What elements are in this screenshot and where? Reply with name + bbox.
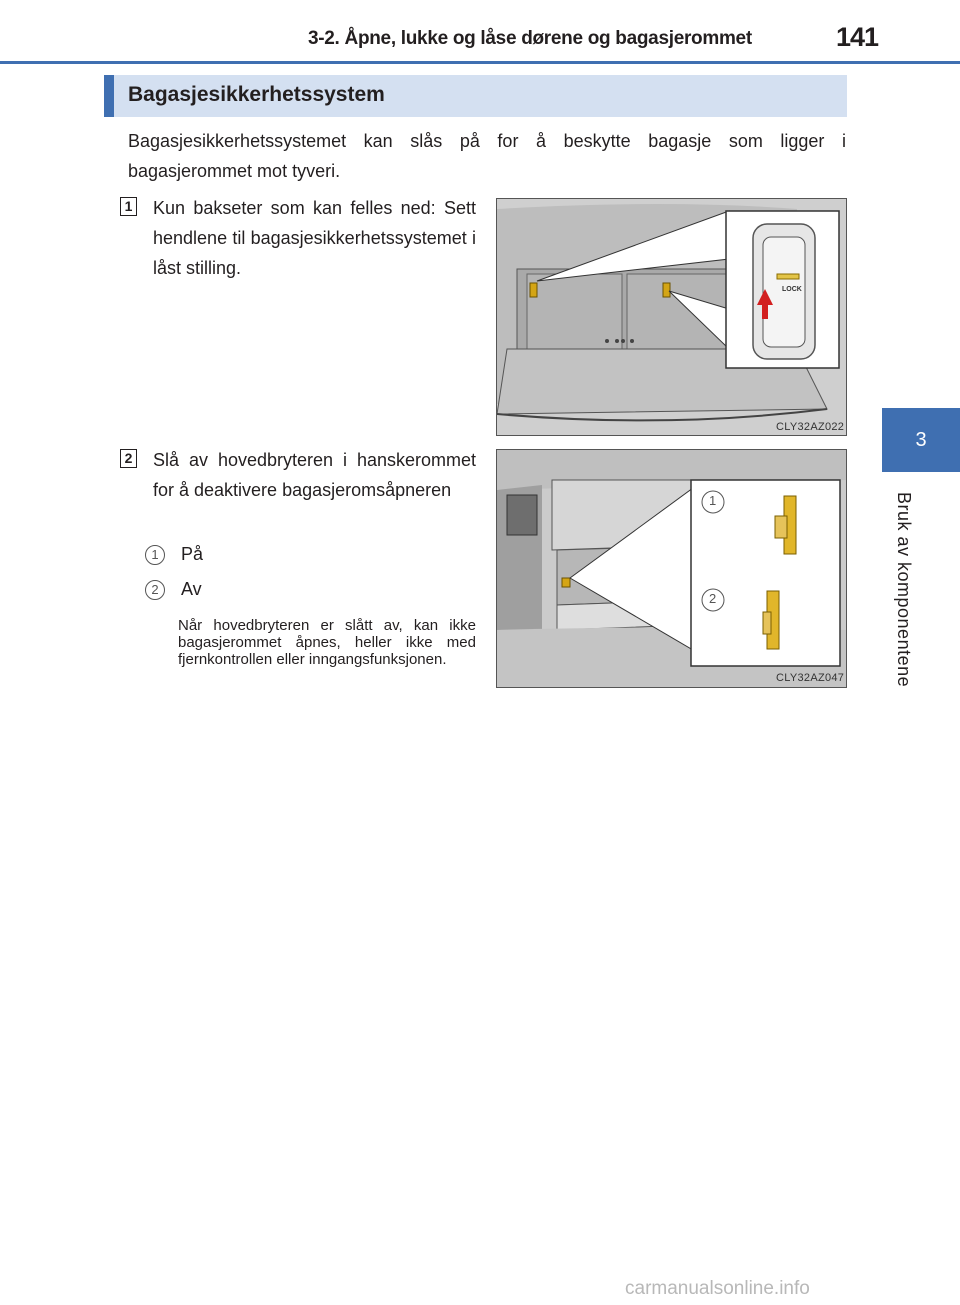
trunk-illustration (497, 199, 847, 436)
step-number-2: 2 (120, 449, 137, 468)
step-number-1: 1 (120, 197, 137, 216)
glovebox-illustration (497, 450, 847, 688)
header-rule (0, 61, 960, 64)
chapter-title: Bruk av komponentene (894, 492, 914, 688)
item-label-on: På (181, 544, 204, 564)
item-label-off: Av (181, 579, 202, 599)
heading-accent-bar (104, 75, 114, 117)
item-number-2: 2 (145, 580, 165, 600)
item-number-1: 1 (145, 545, 165, 565)
section-heading (104, 75, 847, 117)
chapter-tab: 3 (882, 408, 960, 472)
figure-code-1: CLY32AZ022 (776, 421, 845, 433)
trunk-figure (496, 198, 847, 436)
callout-2: 2 (709, 591, 717, 606)
glovebox-figure (496, 449, 847, 688)
step-1-text: Kun bakseter som kan felles ned: Sett hendlene til bagasjesikkerhetssystemet i låst stilling. (153, 198, 476, 278)
figure-code-2: CLY32AZ047 (776, 672, 845, 684)
callout-1: 1 (709, 493, 717, 508)
running-header-title: 3-2. Åpne, lukke og låse dørene og bagasjerommet (308, 28, 752, 49)
note-paragraph: Når hovedbryteren er slått av, kan ikke bagasjerommet åpnes, heller ikke med fjernkontrollen eller inngangsfunksjonen. (178, 617, 476, 668)
lock-label: LOCK (782, 286, 802, 293)
watermark: carmanualsonline.info (625, 1278, 810, 1299)
section-heading-text: Bagasjesikkerhetssystem (128, 83, 385, 106)
intro-paragraph: Bagasjesikkerhetssystemet kan slås på for å beskytte bagasje som ligger i bagasjerommet mot tyveri. (128, 131, 846, 181)
step-2-text: Slå av hovedbryteren i hanskerommet for å deaktivere bagasjeromsåpneren (153, 450, 476, 500)
page-number: 141 (836, 22, 879, 52)
